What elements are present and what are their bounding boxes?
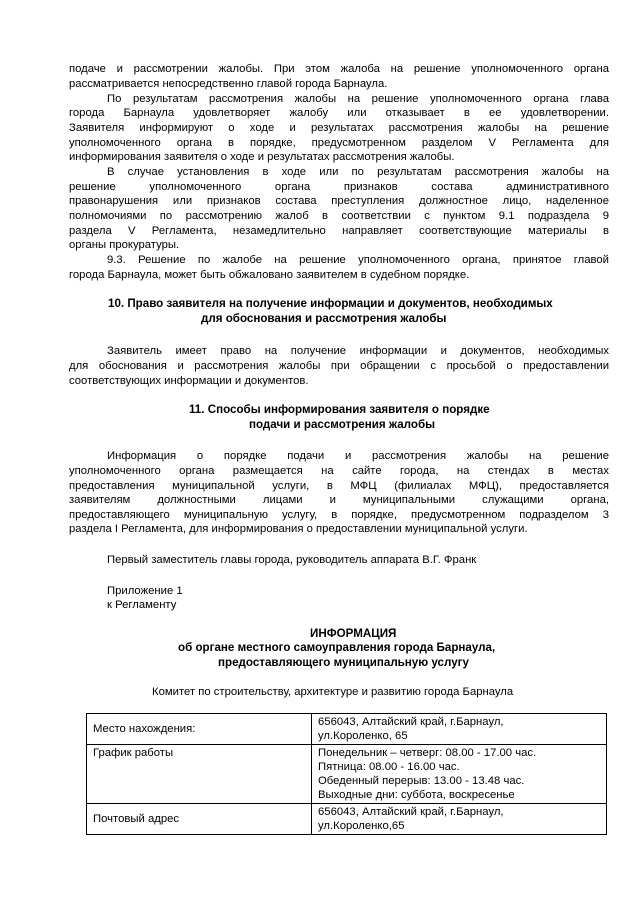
table-value-line: Пятница: 08.00 - 16.00 час. [318, 761, 460, 773]
table-row [87, 745, 607, 804]
table-value-cell [312, 804, 607, 835]
table-value-line: 656043, Алтайский край, г.Барнаул, [318, 806, 504, 818]
document-title: ИНФОРМАЦИЯ [310, 627, 397, 640]
info-table [86, 713, 607, 835]
paragraph-results-line: Заявителя информируют о ходе и результатах рассмотрения жалобы на решение [69, 122, 609, 134]
appendix-label: к Регламенту [107, 599, 177, 611]
paragraph-info-line: предоставляющего муниципальную услугу, в порядке, предусмотренном подразделом 3 [69, 509, 609, 521]
table-row [87, 714, 607, 745]
paragraph-results-line: уполномоченного органа в порядке, предусмотренном разделом V Регламента для [69, 137, 609, 149]
signature-line: Первый заместитель главы города, руководитель аппарата В.Г. Франк [107, 554, 477, 566]
paragraph-info-line: заявителям должностными лицами и муниципальными служащими органа, [69, 494, 609, 506]
section-11-heading: 11. Способы информирования заявителя о порядке [189, 403, 490, 416]
table-value-cell [312, 714, 607, 745]
paragraph-9-3-line: 9.3. Решение по жалобе на решение уполномоченного органа, принятое главой [107, 254, 609, 266]
paragraph-info-line: Информация о порядке подачи и рассмотрения жалобы на решение [107, 450, 609, 462]
document-subtitle: предоставляющего муниципальную услугу [218, 656, 469, 669]
paragraph-right-line: для обоснования и рассмотрения жалобы при обращении с просьбой о предоставлении [69, 360, 609, 372]
table-value-line: Обеденный перерыв: 13.00 - 13.48 час. [318, 775, 525, 787]
paragraph-info-line: раздела I Регламента, для информирования о предоставлении муниципальной услуги. [69, 523, 528, 535]
committee-name: Комитет по строительству, архитектуре и развитию города Барнаула [152, 686, 514, 698]
table-label-cell: Место нахождения: [87, 714, 312, 745]
table-label-cell: График работы [87, 745, 312, 804]
table-value-cell [312, 745, 607, 804]
appendix-label: Приложение 1 [107, 585, 183, 597]
table-row [87, 804, 607, 835]
paragraph-info-line: уполномоченного органа размещается на сайте города, на стендах в местах [69, 465, 609, 477]
table-value-line: ул.Короленко,65 [318, 820, 405, 832]
paragraph-intro-line: подаче и рассмотрении жалобы. При этом жалоба на решение уполномоченного органа [69, 63, 609, 75]
table-value-line: Понедельник – четверг: 08.00 - 17.00 час. [318, 747, 537, 759]
section-10-heading: 10. Право заявителя на получение информации и документов, необходимых [108, 297, 553, 310]
paragraph-9-3-line: города Барнаула, может быть обжаловано заявителем в судебном порядке. [69, 269, 470, 281]
paragraph-intro-line: рассматривается непосредственно главой города Барнаула. [69, 78, 388, 90]
section-11-heading: подачи и рассмотрения жалобы [249, 418, 436, 431]
paragraph-info-line: предоставления муниципальной услуги, в МФЦ (филиалах МФЦ), предоставляется [69, 480, 609, 492]
paragraph-violation-line: решение уполномоченного органа признаков состава административного [69, 181, 609, 193]
paragraph-violation-line: правонарушения или признаков состава преступления должностное лицо, наделенное [69, 195, 609, 207]
document-subtitle: об органе местного самоуправления города Барнаула, [178, 641, 496, 654]
paragraph-results-line: города Барнаула удовлетворяет жалобу или отказывает в ее удовлетворении. [69, 107, 609, 119]
paragraph-violation-line: раздела V Регламента, незамедлительно направляет соответствующие материалы в [69, 225, 609, 237]
paragraph-results-line: информирования заявителя о ходе и результатах рассмотрения жалобы. [69, 151, 455, 163]
paragraph-results-line: По результатам рассмотрения жалобы на решение уполномоченного органа глава [107, 93, 609, 105]
paragraph-right-line: Заявитель имеет право на получение информации и документов, необходимых [107, 345, 609, 357]
paragraph-right-line: соответствующих информации и документов. [69, 375, 309, 387]
paragraph-violation-line: органы прокуратуры. [69, 239, 180, 251]
paragraph-violation-line: В случае установления в ходе или по результатам рассмотрения жалобы на [107, 166, 609, 178]
section-10-heading: для обоснования и рассмотрения жалобы [201, 312, 447, 325]
table-value-line: 656043, Алтайский край, г.Барнаул, [318, 716, 504, 728]
table-value-line: ул.Короленко, 65 [318, 730, 408, 742]
paragraph-violation-line: полномочиями по рассмотрению жалоб в соответствии с пунктом 9.1 подраздела 9 [69, 210, 609, 222]
table-value-line: Выходные дни: суббота, воскресенье [318, 789, 515, 801]
table-label-cell: Почтовый адрес [87, 804, 312, 835]
